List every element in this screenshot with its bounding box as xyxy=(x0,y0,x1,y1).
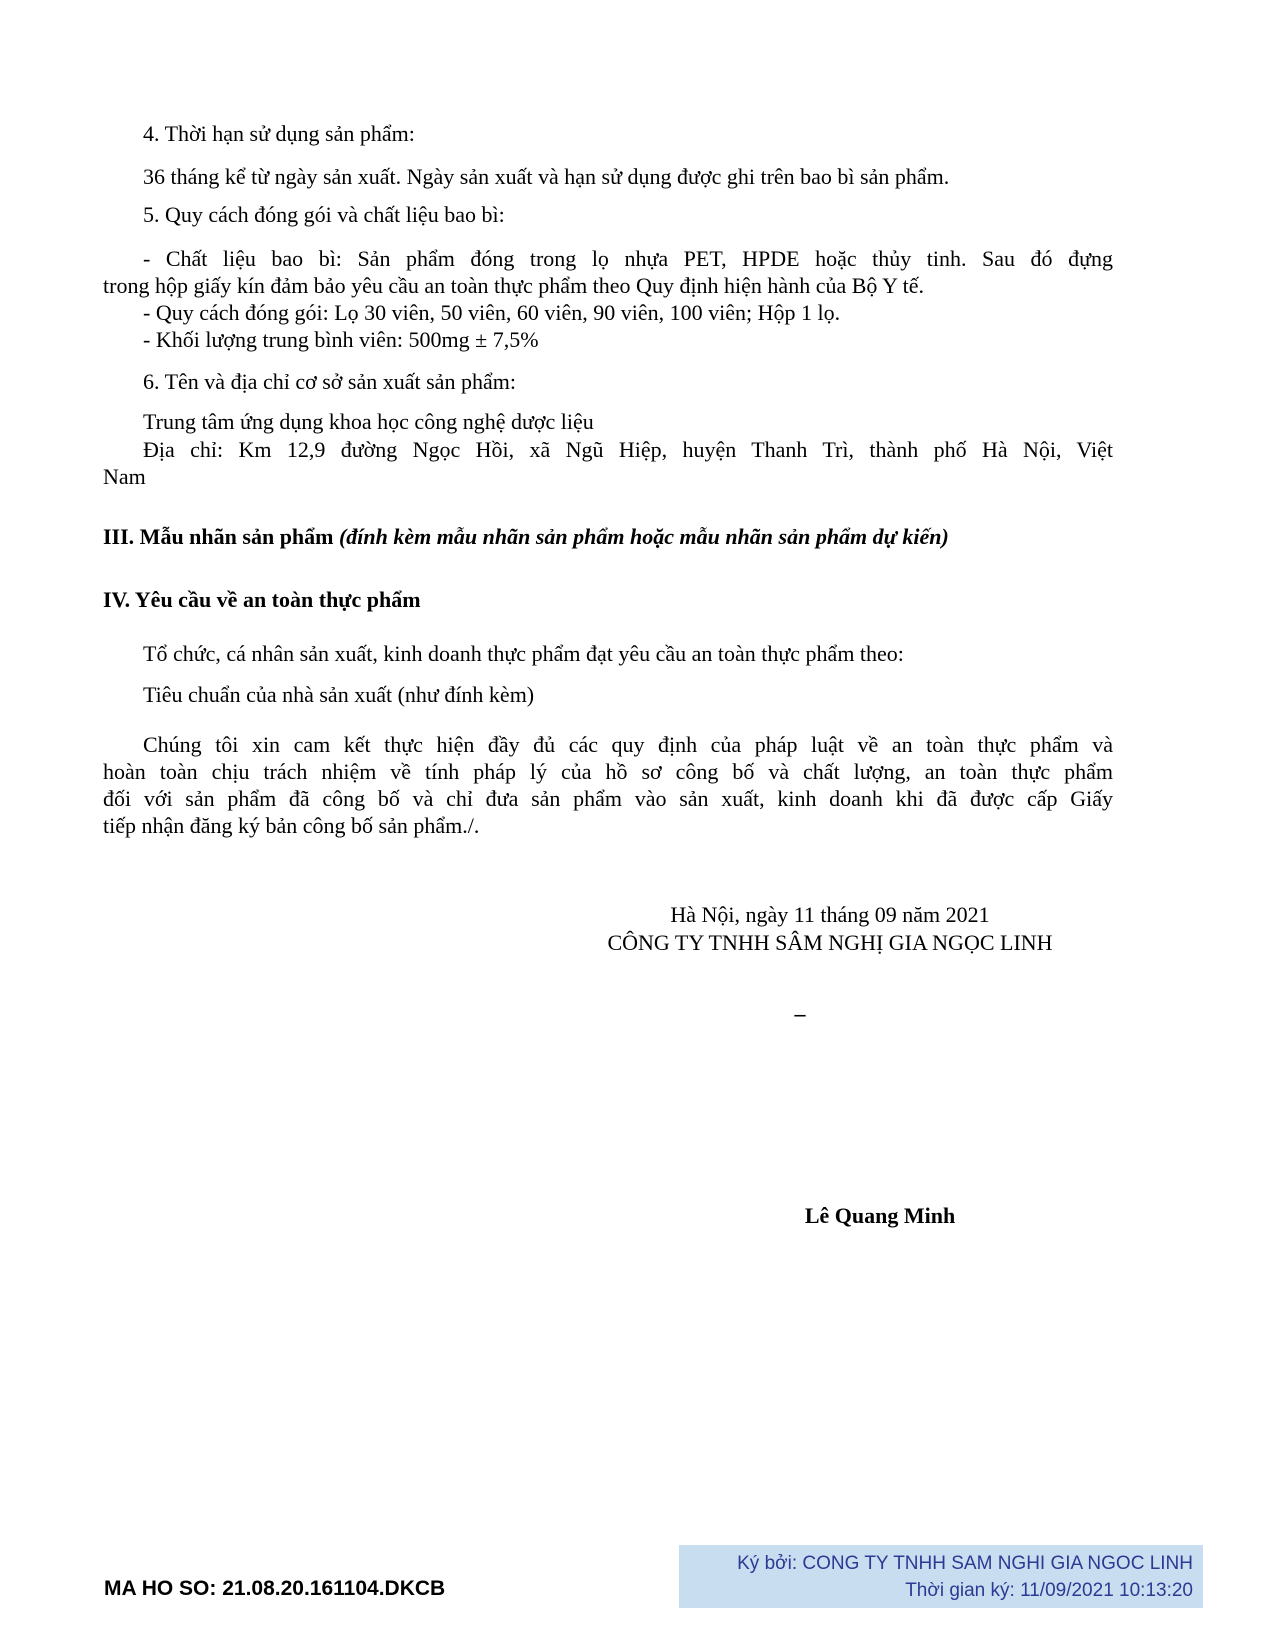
place-date-line: Hà Nội, ngày 11 tháng 09 năm 2021 xyxy=(670,902,990,927)
item4-title: 4. Thời hạn sử dụng sản phẩm: xyxy=(143,121,415,146)
commitment-line3: đối với sản phẩm đã công bố và chỉ đưa sản phẩm vào sản xuất, kinh doanh khi đã được cấp Giấy xyxy=(103,786,1113,811)
section3-heading xyxy=(103,523,1113,550)
company-name-line: CÔNG TY TNHH SÂM NGHỊ GIA NGỌC LINH xyxy=(607,930,1053,955)
stamp-signed-by: Ký bởi: CONG TY TNHH SAM NGHI GIA NGOC LINH xyxy=(737,1553,1193,1574)
commitment-paragraph xyxy=(103,731,1113,839)
item5-material-paragraph xyxy=(103,245,1113,299)
section4-heading: IV. Yêu cầu về an toàn thực phẩm xyxy=(103,587,421,612)
item5-weight: - Khối lượng trung bình viên: 500mg ± 7,5% xyxy=(143,327,539,352)
signer-name: Lê Quang Minh xyxy=(804,1203,956,1228)
document-body xyxy=(103,120,1113,839)
commitment-line4: tiếp nhận đăng ký bản công bố sản phẩm./. xyxy=(103,813,480,838)
section3-title: III. Mẫu nhãn sản phẩm xyxy=(103,524,334,549)
item5-material-line2: trong hộp giấy kín đảm bảo yêu cầu an toàn thực phẩm theo Quy định hiện hành của Bộ Y tế. xyxy=(103,273,925,298)
signature-dash: – xyxy=(794,1001,806,1026)
item4-text: 36 tháng kể từ ngày sản xuất. Ngày sản xuất và hạn sử dụng được ghi trên bao bì sản phẩm. xyxy=(143,164,950,189)
digital-signature-stamp xyxy=(679,1545,1203,1608)
item5-packing: - Quy cách đóng gói: Lọ 30 viên, 50 viên, 60 viên, 90 viên, 100 viên; Hộp 1 lọ. xyxy=(143,300,841,325)
stamp-signed-time: Thời gian ký: 11/09/2021 10:13:20 xyxy=(905,1580,1193,1601)
commitment-line2: hoàn toàn chịu trách nhiệm về tính pháp lý của hồ sơ công bố và chất lượng, an toàn thực phẩm xyxy=(103,759,1113,784)
commitment-line1: Chúng tôi xin cam kết thực hiện đầy đủ các quy định của pháp luật về an toàn thực phẩm và xyxy=(143,732,1113,757)
section4-text2: Tiêu chuẩn của nhà sản xuất (như đính kèm) xyxy=(143,682,535,707)
item6-title: 6. Tên và địa chỉ cơ sở sản xuất sản phẩm: xyxy=(143,369,516,394)
signature-block xyxy=(440,901,1220,957)
item6-address-paragraph xyxy=(103,436,1113,490)
item6-address-line2: Nam xyxy=(103,464,146,489)
section4-text1: Tổ chức, cá nhân sản xuất, kinh doanh thực phẩm đạt yêu cầu an toàn thực phẩm theo: xyxy=(143,641,904,666)
section3-note: (đính kèm mẫu nhãn sản phẩm hoặc mẫu nhãn sản phẩm dự kiến) xyxy=(333,524,949,549)
item5-title: 5. Quy cách đóng gói và chất liệu bao bì: xyxy=(143,202,505,227)
item6-address-line1: Địa chỉ: Km 12,9 đường Ngọc Hồi, xã Ngũ Hiệp, huyện Thanh Trì, thành phố Hà Nội, Việt xyxy=(143,437,1113,462)
file-code: MA HO SO: 21.08.20.161104.DKCB xyxy=(104,1577,446,1600)
item6-producer-name: Trung tâm ứng dụng khoa học công nghệ dược liệu xyxy=(143,409,594,434)
item5-material-line1: - Chất liệu bao bì: Sản phẩm đóng trong lọ nhựa PET, HPDE hoặc thủy tinh. Sau đó đựng xyxy=(143,246,1113,271)
